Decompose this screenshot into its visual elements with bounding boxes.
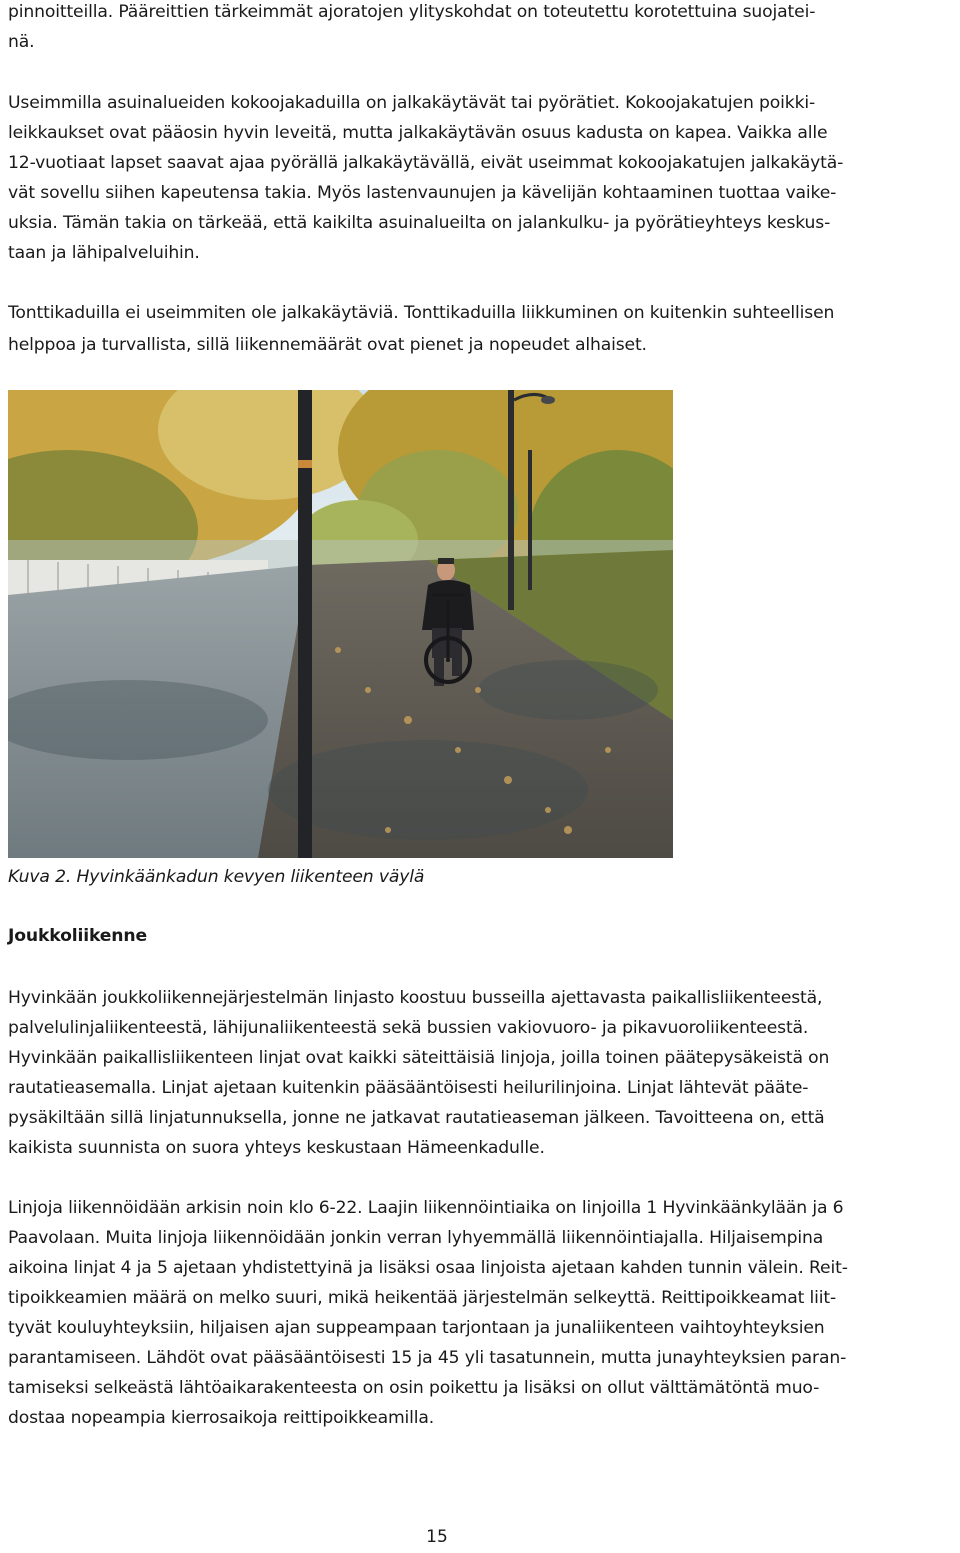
- text-line: tipoikkeamien määrä on melko suuri, mikä heikentää järjestelmän selkeyttä. Reittipoikkeamat liit-: [8, 1288, 837, 1308]
- text-line: tyvät kouluyhteyksiin, hiljaisen ajan suppeampaan tarjontaan ja junaliikenteen vaihtoyhteyksien: [8, 1318, 825, 1338]
- text-line: Useimmilla asuinalueiden kokoojakaduilla on jalkakäytävät tai pyörätiet. Kokoojakatujen poikki-: [8, 93, 816, 113]
- text-line: Hyvinkään joukkoliikennejärjestelmän linjasto koostuu busseilla ajettavasta paikallisliikenteestä,: [8, 988, 823, 1008]
- text-line: palvelulinjaliikenteestä, lähijunaliikenteestä sekä bussien vakiovuoro- ja pikavuoroliikenteestä.: [8, 1018, 809, 1038]
- text-line: dostaa nopeampia kierrosaikoja reittipoikkeamilla.: [8, 1408, 435, 1428]
- text-line: vät sovellu siihen kapeutensa takia. Myös lastenvaunujen ja kävelijän kohtaaminen tuottaa vaike-: [8, 183, 837, 203]
- text-line: leikkaukset ovat pääosin hyvin leveitä, mutta jalkakäytävän osuus kadusta on kapea. Vaikka alle: [8, 123, 828, 143]
- page-number: 15: [426, 1527, 448, 1547]
- text-line: kaikista suunnista on suora yhteys keskustaan Hämeenkadulle.: [8, 1138, 545, 1158]
- text-line: helppoa ja turvallista, sillä liikennemäärät ovat pienet ja nopeudet alhaiset.: [8, 335, 647, 355]
- text-line: pysäkiltään sillä linjatunnuksella, jonne ne jatkavat rautatieaseman jälkeen. Tavoitteena on, että: [8, 1108, 825, 1128]
- text-line: Paavolaan. Muita linjoja liikennöidään jonkin verran lyhyemmällä liikennöintiajalla. Hiljaisempina: [8, 1228, 824, 1248]
- text-line: 12-vuotiaat lapset saavat ajaa pyörällä jalkakäytävällä, eivät useimmat kokoojakatujen jalkakäytä-: [8, 153, 844, 173]
- text-line: nä.: [8, 32, 35, 52]
- figure-caption: Kuva 2. Hyvinkäänkadun kevyen liikenteen väylä: [8, 867, 425, 887]
- text-line: Linjoja liikennöidään arkisin noin klo 6-22. Laajin liikennöintiaika on linjoilla 1 Hyvinkäänkylään ja 6: [8, 1198, 844, 1218]
- text-line: pinnoitteilla. Pääreittien tärkeimmät ajoratojen ylityskohdat on toteutettu korotettuina suojatei-: [8, 2, 816, 22]
- text-line: taan ja lähipalveluihin.: [8, 243, 200, 263]
- text-line: Tonttikaduilla ei useimmiten ole jalkakäytäviä. Tonttikaduilla liikkuminen on kuitenkin suhteellisen: [8, 303, 835, 323]
- text-line: aikoina linjat 4 ja 5 ajetaan yhdistettyinä ja lisäksi osaa linjoista ajetaan kahden tunnin välein. Reit-: [8, 1258, 848, 1278]
- text-line: Hyvinkään paikallisliikenteen linjat ovat kaikki säteittäisiä linjoja, joilla toinen päätepysäkeistä on: [8, 1048, 830, 1068]
- text-line: tamiseksi selkeästä lähtöaikarakenteesta on osin poikettu ja lisäksi on ollut välttämätöntä muo-: [8, 1378, 820, 1398]
- text-line: parantamiseen. Lähdöt ovat pääsääntöisesti 15 ja 45 yli tasatunnein, mutta junayhteyksien paran-: [8, 1348, 847, 1368]
- section-heading: Joukkoliikenne: [8, 926, 147, 946]
- text-line: rautatieasemalla. Linjat ajetaan kuitenkin pääsääntöisesti heilurilinjoina. Linjat lähtevät pääte-: [8, 1078, 809, 1098]
- text-line: uksia. Tämän takia on tärkeää, että kaikilta asuinalueilta on jalankulku- ja pyörätieyhteys keskus-: [8, 213, 831, 233]
- street-photo: [8, 390, 673, 858]
